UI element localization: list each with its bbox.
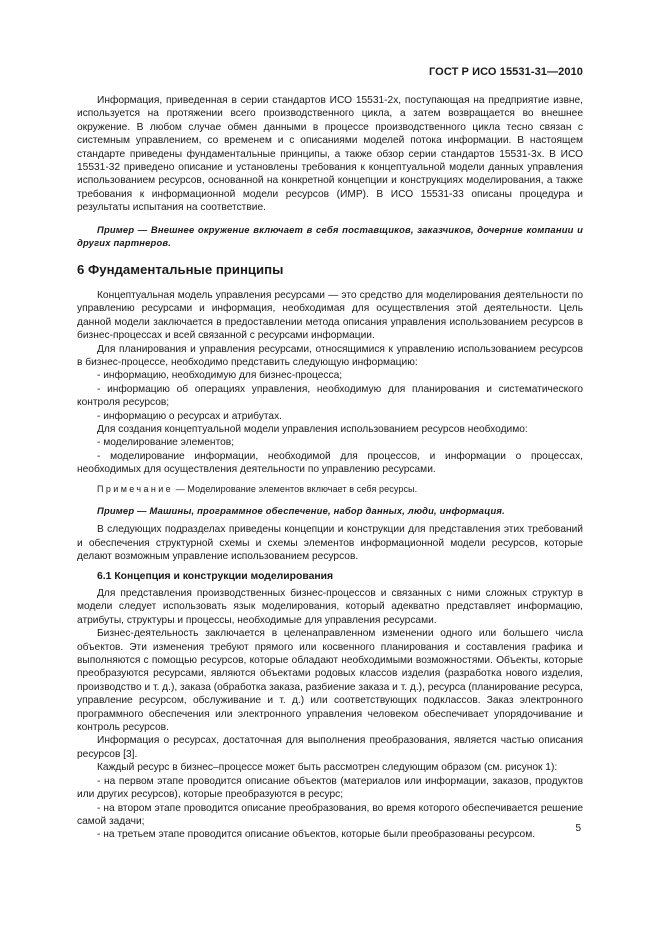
list-item: - информацию об операциях управления, необходимую для планирования и систематического контроля ресурсов; bbox=[77, 383, 583, 409]
section-6-paragraph-3: Для создания концептуальной модели управления использованием ресурсов необходимо: bbox=[97, 423, 528, 435]
page-number: 5 bbox=[575, 823, 581, 834]
list-item: - моделирование элементов; bbox=[97, 437, 235, 449]
note-text: — Моделирование элементов включает в себя ресурсы. bbox=[173, 483, 418, 494]
section-6-heading bbox=[77, 263, 583, 276]
section-6-paragraph-4: В следующих подразделах приведены концепции и конструкции для представления этих требований и обеспечения структурной схемы и схемы элементов информационной модели ресурсов, которые делают возможным управление использованием ресурсов. bbox=[77, 524, 583, 563]
section-6-1-paragraph-1: Для представления производственных бизнес-процессов и связанных с ними сложных структур в модели следует использовать язык моделирования, который адекватно представляет информацию, атрибуты, структуры и процессы, необходимые для управления ресурсами. bbox=[77, 588, 583, 626]
intro-paragraph: Информация, приведенная в серии стандартов ИСО 15531-2х, поступающая на предприятие извне, используется на протяжении всего производственного цикла, а затем возвращается во внешнее окружение. В любом случае обмен данными в процессе производственного цикла тесно связан с системным управлением, со временем и с описаниями моделей потока информации. В настоящем стандарте приведены фундаментальные принципы, а также обзор серии стандартов 15531-3х. В ИСО 15531-32 приведено описание и установлены требования к концептуальной модели данных управления использованием ресурсов, основанной на конкретной концепции и конструкциях моделирования, а также требования к информационной модели ресурсов (ИМР). В ИСО 15531-33 описаны процедура и результаты испытания на соответствие. bbox=[77, 95, 583, 214]
list-item: - моделирование информации, необходимой для процессов, и информации о процессах, необходимых для осуществления деятельности по управлению ресурсами. bbox=[77, 450, 583, 476]
note-label: Примечание bbox=[97, 483, 174, 494]
section-6-example: Пример — Машины, программное обеспечение, набор данных, люди, информация. bbox=[97, 504, 505, 516]
list-item: - информацию о ресурсах и атрибутах. bbox=[97, 410, 283, 422]
intro-example: Пример — Внешнее окружение включает в себя поставщиков, заказчиков, дочерние компании и других партнеров. bbox=[77, 223, 583, 249]
list-item: - информацию, необходимую для бизнес-процесса; bbox=[97, 370, 343, 382]
section-6-note bbox=[77, 483, 583, 496]
list-item: - на первом этапе проводится описание объектов (материалов или информации, заказов, продуктов или других ресурсов), которые преобразуются в ресурс; bbox=[77, 775, 583, 801]
page-content bbox=[77, 94, 583, 842]
section-6-heading-text: 6 Фундаментальные принципы bbox=[77, 262, 284, 278]
section-6-1-heading: 6.1 Концепция и конструкции моделирования bbox=[97, 570, 334, 582]
section-6-paragraph-2: Для планирования и управления ресурсами, относящимися к управлению использованием ресурсов в бизнес-процессе, необходимо представить следующую информацию: bbox=[77, 343, 583, 368]
section-6-1-paragraph-4: Каждый ресурс в бизнес–процессе может быть рассмотрен следующим образом (см. рисунок 1): bbox=[97, 762, 558, 774]
section-6-1-paragraph-3: Информация о ресурсах, достаточная для выполнения преобразования, является частью описания ресурсов [3]. bbox=[77, 735, 583, 760]
list-item: - на втором этапе проводится описание преобразования, во время которого обеспечивается решение самой задачи; bbox=[77, 802, 583, 827]
document-header-id: ГОСТ Р ИСО 15531-31—2010 bbox=[428, 66, 583, 78]
section-6-1-paragraph-2: Бизнес-деятельность заключается в целенаправленном изменении одного или большего числа объектов. Эти изменения требуют прямого или косвенного планирования и составления графика и выполняются с помощью ресурсов, которые обладают необходимыми возможностями. Объекты, которые преобразуются ресурсами, являются объектами родовых классов изделия (разработка нового изделия, производство и т. д.), заказа (обработка заказа, разбиение заказа и т. д.), ресурса (планирование ресурса, управление ресурсом, обслуживание и т. д.) или соответствующих подклассов. Заказ электронного программного обеспечения или электронного управления человеком обеспечивает упорядочивание и контроль ресурсов. bbox=[77, 628, 583, 734]
list-item: - на третьем этапе проводится описание объектов, которые были преобразованы ресурсом. bbox=[97, 829, 536, 841]
section-6-paragraph-1: Концептуальная модель управления ресурсами — это средство для моделирования деятельности по управлению ресурсами и информация, необходимая для осуществления этой деятельности. Цель данной модели заключается в предоставлении метода описания управления использованием ресурсов в бизнес-процессах и всей связанной с ресурсами информации. bbox=[77, 289, 583, 342]
